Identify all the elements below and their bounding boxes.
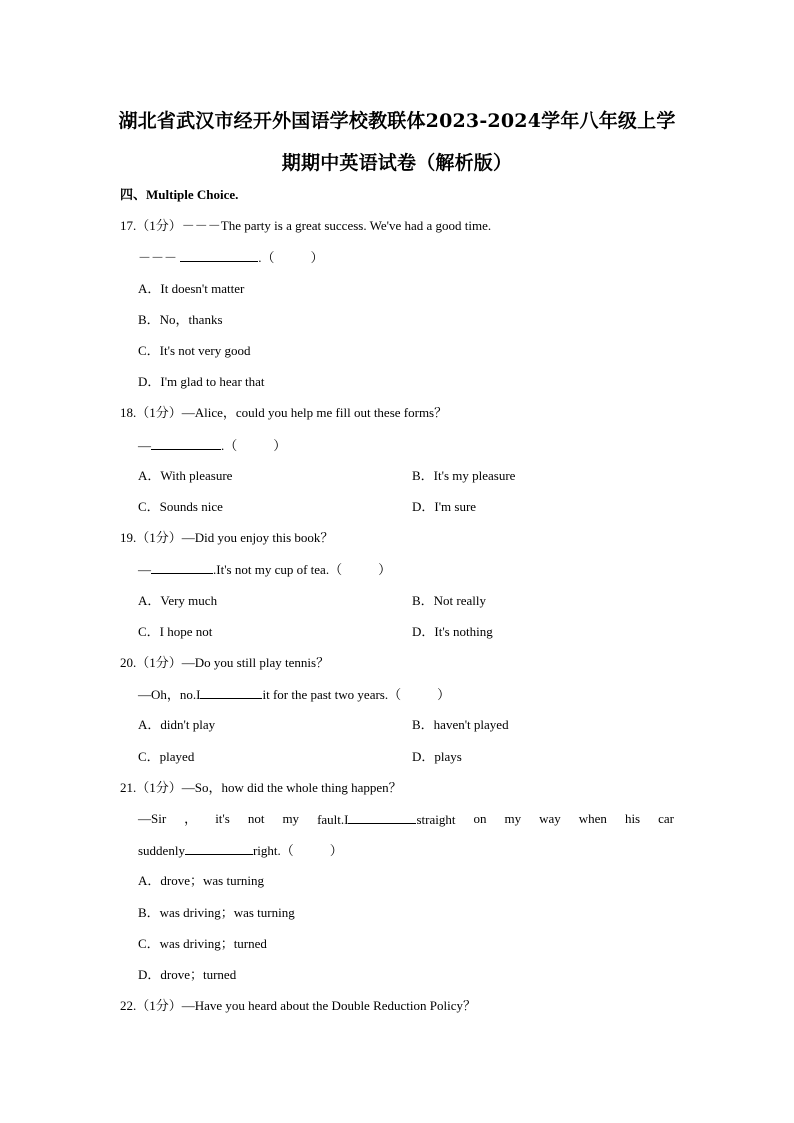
q21-stem: 21.（1分）—So，how did the whole thing happen？ bbox=[120, 780, 402, 795]
q21-line2-lead: suddenly bbox=[138, 843, 185, 858]
q21-line2-tail: right.（ bbox=[252, 843, 294, 858]
q20-prompt-close: ） bbox=[437, 687, 451, 702]
q21-word: ， bbox=[184, 811, 198, 826]
q21-answer-line-1 bbox=[138, 811, 674, 828]
q18-prompt-tail: .（ bbox=[221, 438, 238, 453]
q19-option-d[interactable]: D．It's nothing bbox=[412, 624, 493, 639]
q20-option-a[interactable]: A．didn't play bbox=[138, 717, 216, 732]
q21-answer-blank-1[interactable] bbox=[348, 811, 416, 824]
q18-answer-line bbox=[138, 437, 286, 454]
q21-option-b[interactable]: B．was driving；was turning bbox=[138, 905, 295, 920]
q20-prompt-lead: —Oh，no.I bbox=[138, 687, 201, 702]
q19-option-a[interactable]: A．Very much bbox=[138, 593, 218, 608]
q17-stem: 17.（1分）－－－The party is a great success. We've had a good time. bbox=[120, 218, 492, 233]
q18-answer-blank[interactable] bbox=[151, 437, 221, 450]
q17-option-b[interactable]: B．No，thanks bbox=[138, 312, 223, 327]
q21-word: not bbox=[247, 811, 265, 826]
q20-answer-blank[interactable] bbox=[200, 686, 262, 699]
q21-word: straight bbox=[416, 812, 456, 827]
q17-option-c[interactable]: C．It's not very good bbox=[138, 343, 251, 358]
q20-stem: 20.（1分）—Do you still play tennis？ bbox=[120, 655, 330, 670]
q19-answer-line bbox=[138, 561, 391, 578]
q19-prompt-tail: .It's not my cup of tea.（ bbox=[213, 562, 343, 577]
q21-option-c[interactable]: C．was driving；turned bbox=[138, 936, 267, 951]
q21-answer-blank-2[interactable] bbox=[185, 842, 253, 855]
q17-option-a[interactable]: A．It doesn't matter bbox=[138, 281, 245, 296]
q17-answer-blank[interactable] bbox=[180, 249, 258, 262]
q17-prompt-close: ） bbox=[310, 250, 324, 265]
q19-option-b[interactable]: B．Not really bbox=[412, 593, 487, 608]
q20-option-b[interactable]: B．haven't played bbox=[412, 717, 509, 732]
q18-stem: 18.（1分）—Alice，could you help me fill out these forms？ bbox=[120, 405, 448, 420]
q21-word: his bbox=[624, 811, 641, 826]
q17-prompt-lead: －－－ bbox=[138, 250, 178, 265]
q21-word: way bbox=[539, 811, 561, 826]
q17-prompt-tail: .（ bbox=[258, 250, 275, 265]
q21-word: car bbox=[658, 811, 674, 826]
q20-option-c[interactable]: C．played bbox=[138, 749, 195, 764]
q17-option-d[interactable]: D．I'm glad to hear that bbox=[138, 374, 265, 389]
q22-stem: 22.（1分）—Have you heard about the Double Reduction Policy？ bbox=[120, 998, 476, 1013]
q21-word: fault.I bbox=[317, 812, 349, 827]
q21-option-a[interactable]: A．drove；was turning bbox=[138, 873, 265, 888]
exam-title-line-1: 湖北省武汉市经开外国语学校教联体2023-2024学年八年级上学 bbox=[118, 110, 676, 132]
q18-prompt-lead: — bbox=[138, 438, 151, 453]
q21-word: it's bbox=[215, 811, 230, 826]
q18-option-a[interactable]: A．With pleasure bbox=[138, 468, 233, 483]
q19-prompt-lead: — bbox=[138, 562, 151, 577]
q19-option-c[interactable]: C．I hope not bbox=[138, 624, 213, 639]
exam-title-line-2: 期期中英语试卷（解析版） bbox=[281, 152, 513, 174]
q21-word: my bbox=[504, 811, 522, 826]
q21-answer-line-2 bbox=[138, 842, 343, 859]
q21-word: my bbox=[282, 811, 300, 826]
q18-option-d[interactable]: D．I'm sure bbox=[412, 499, 477, 514]
q19-answer-blank[interactable] bbox=[151, 561, 213, 574]
q20-option-d[interactable]: D．plays bbox=[412, 749, 462, 764]
q21-word: —Sir bbox=[138, 811, 167, 826]
q21-word: on bbox=[473, 811, 487, 826]
q19-prompt-close: ） bbox=[378, 562, 392, 577]
q21-line2-close: ） bbox=[329, 843, 343, 858]
q18-prompt-close: ） bbox=[273, 438, 287, 453]
section-heading: 四、Multiple Choice. bbox=[120, 187, 239, 202]
q21-word: when bbox=[578, 811, 607, 826]
q17-answer-line bbox=[138, 249, 324, 266]
q18-option-b[interactable]: B．It's my pleasure bbox=[412, 468, 516, 483]
q21-option-d[interactable]: D．drove；turned bbox=[138, 967, 237, 982]
q18-option-c[interactable]: C．Sounds nice bbox=[138, 499, 223, 514]
q19-stem: 19.（1分）—Did you enjoy this book？ bbox=[120, 530, 334, 545]
q20-answer-line bbox=[138, 686, 450, 703]
q20-prompt-tail: it for the past two years.（ bbox=[262, 687, 402, 702]
